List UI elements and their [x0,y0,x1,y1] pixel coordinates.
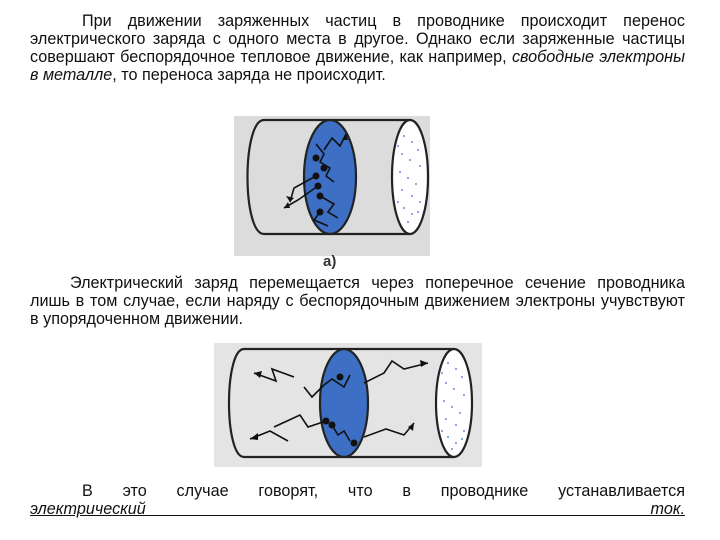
figure1-cross-section [304,120,356,234]
paragraph-intro-italic: свободные электроны в металле [30,48,685,84]
figure2-right-end [436,349,472,457]
figure-thermal-motion [234,116,430,272]
electric-current-term: электрический ток. [30,500,685,518]
paragraph-conclusion-text: В это случае говорят, что в проводнике устанавливается [82,482,685,500]
figure2-cross-section [320,349,368,457]
paragraph-condition-text: Электрический заряд перемещается через поперечное сечение проводника лишь в том случае, если наряду с беспорядочным движением электроны учувствуют в упорядоченном движении. [30,274,685,328]
paragraph-intro-text-before: При движении заряженных частиц в проводнике происходит перенос электрического заряда с одного места в другое. Однако если заряженные частицы совершают беспорядочное тепловое движение, как например, [30,12,685,66]
paragraph-intro [30,12,685,84]
paragraph-condition [30,274,685,328]
figure-ordered-motion [214,343,482,467]
paragraph-conclusion [30,482,685,518]
figure1-right-end [392,120,428,234]
figure1-label: а) [323,253,337,270]
paragraph-intro-text-after: , то переноса заряда не происходит. [112,66,386,84]
